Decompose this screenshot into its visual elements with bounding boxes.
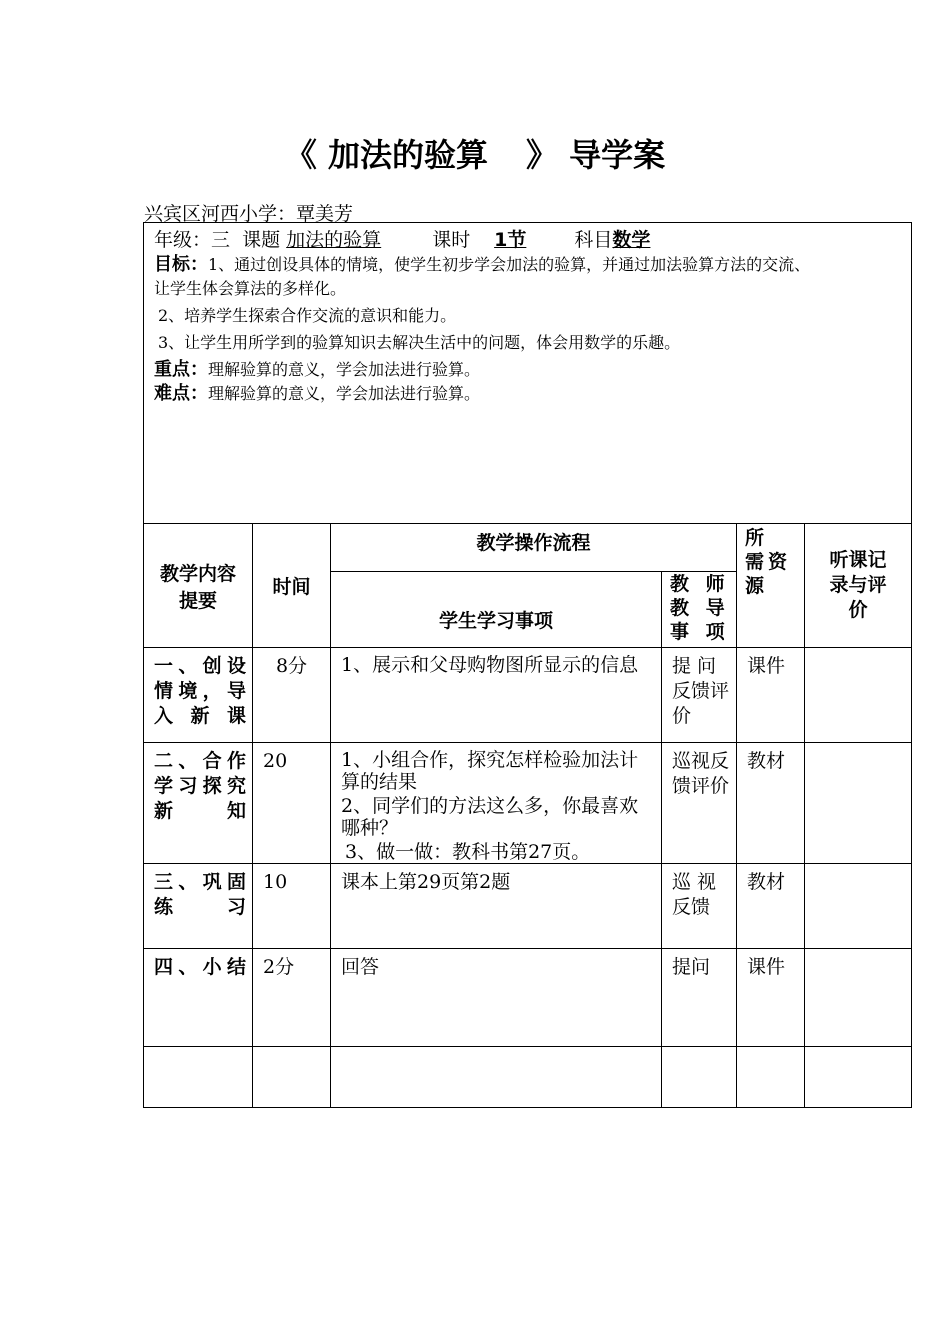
lesson-plan-table: [143, 222, 912, 1108]
row-content: 四、小结: [144, 949, 253, 1047]
row-time: 2分: [253, 949, 331, 1047]
row-resource: 课件: [737, 648, 805, 743]
topic-value: 加法的验算: [286, 229, 382, 251]
period-value: 1节: [494, 229, 527, 251]
row-teacher: 提问: [662, 949, 737, 1047]
header-record: 听课记录与评价: [805, 524, 912, 648]
header-student: 学生学习事项: [331, 572, 662, 648]
header-resources: 所 需资源: [737, 524, 805, 648]
author-line: 兴宾区河西小学：覃美芳: [144, 203, 354, 225]
row-time: 20: [253, 743, 331, 864]
row-student: 1、小组合作，探究怎样检验加法计算的结果 2、同学们的方法这么多，你最喜欢哪种？ 3、做一做：教科书第27页。: [331, 743, 662, 864]
row-student: 课本上第29页第2题: [331, 864, 662, 949]
row-time: 10: [253, 864, 331, 949]
row-resource: 教材: [737, 743, 805, 864]
subject-value: 数学: [612, 229, 651, 251]
empty-cell: [662, 1047, 737, 1108]
goal-1-cont: 让学生体会算法的多样化。: [154, 279, 347, 298]
row-teacher: 巡 视反馈: [662, 864, 737, 949]
goal-2: 2、培养学生探索合作交流的意识和能力。: [158, 306, 457, 325]
row-teacher: 提 问反馈评价: [662, 648, 737, 743]
header-time: 时间: [253, 524, 331, 648]
empty-cell: [144, 1047, 253, 1108]
row-student: 1、展示和父母购物图所显示的信息: [331, 648, 662, 743]
row-resource: 教材: [737, 864, 805, 949]
row-content: 二、合作学习探究新知: [144, 743, 253, 864]
row-time: 8分: [253, 648, 331, 743]
row-record: [805, 949, 912, 1047]
empty-cell: [805, 1047, 912, 1108]
row-teacher: 巡视反馈评价: [662, 743, 737, 864]
empty-cell: [331, 1047, 662, 1108]
lesson-meta-line: 年级：三 课题 加法的验算 课时 1节 科目数学: [154, 227, 911, 253]
row-record: [805, 864, 912, 949]
goal-1: 目标：1、通过创设具体的情境，使学生初步学会加法的验算，并通过加法验算方法的交流、: [154, 254, 811, 275]
row-record: [805, 648, 912, 743]
table-row: [144, 743, 912, 864]
lesson-info-cell: [144, 223, 912, 524]
page-title: 《 加法的验算 》 导学案: [284, 136, 666, 174]
table-row: [144, 949, 912, 1047]
key-point: 重点：理解验算的意义，学会加法进行验算。: [154, 359, 481, 380]
goal-3: 3、让学生用所学到的验算知识去解决生活中的问题，体会用数学的乐趣。: [158, 333, 681, 352]
row-resource: 课件: [737, 949, 805, 1047]
table-row: [144, 864, 912, 949]
header-content: 教学内容提要: [144, 524, 253, 648]
difficult-point: 难点：理解验算的意义，学会加法进行验算。: [154, 383, 481, 404]
header-teacher: 教 师教 导事 项: [662, 572, 737, 648]
row-content: 一、创设情境，导入新课: [144, 648, 253, 743]
header-flow: 教学操作流程: [331, 524, 737, 572]
table-row: [144, 648, 912, 743]
table-row-empty: [144, 1047, 912, 1108]
row-record: [805, 743, 912, 864]
row-student: 回答: [331, 949, 662, 1047]
row-content: 三、巩固练习: [144, 864, 253, 949]
empty-cell: [737, 1047, 805, 1108]
empty-cell: [253, 1047, 331, 1108]
